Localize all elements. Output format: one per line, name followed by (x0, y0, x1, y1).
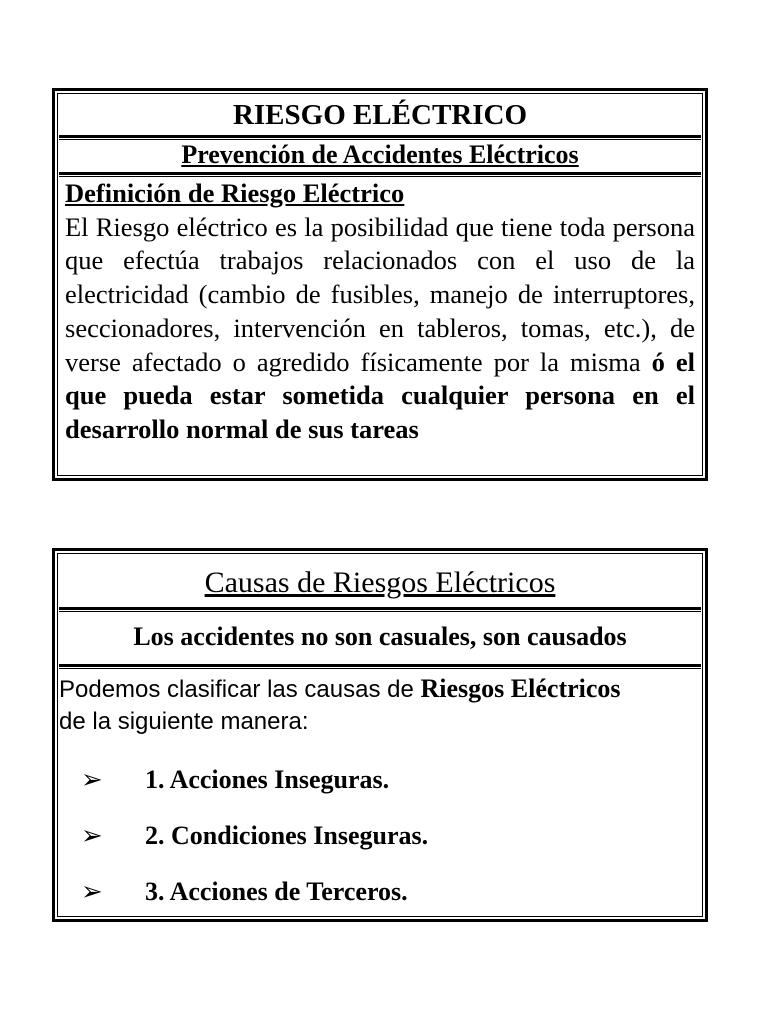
causes-intro (55, 667, 705, 738)
page-title: RIESGO ELÉCTRICO (232, 99, 528, 131)
list-item (55, 864, 705, 920)
divider (59, 135, 701, 138)
list-item-text: 3. Acciones de Terceros. (145, 877, 408, 906)
divider (59, 664, 701, 667)
intro-bold-text: Riesgos Eléctricos (420, 674, 621, 703)
list-item-text: 1. Acciones Inseguras. (145, 765, 390, 794)
arrowhead-bullet-icon: ➢ (81, 877, 103, 907)
divider (59, 607, 701, 610)
section-subtitle: Prevención de Accidentes Eléctricos (181, 140, 579, 169)
definition-title: Definición de Riesgo Eléctrico (65, 178, 405, 208)
definition-text: El Riesgo eléctrico es la posibilidad que tiene toda persona que efectúa trabajos relacionados con el uso de la electricidad (cambio de fusibles, manejo de interruptores, seccionadores, intervención en tableros, tomas, etc.), de verse afectado o agredido físicamente por la misma (65, 211, 695, 377)
list-item-text: 2. Condiciones Inseguras. (145, 821, 429, 850)
riesgo-electrico-box (52, 88, 708, 481)
intro-after-text: de la siguiente manera: (59, 708, 309, 735)
definition-bold-text: ó el que pueda estar sometida cualquier persona en el desarrollo normal de sus tareas (65, 346, 696, 444)
divider (59, 172, 701, 175)
causes-list (55, 752, 705, 920)
causas-box (52, 548, 708, 922)
arrowhead-bullet-icon: ➢ (81, 765, 103, 795)
list-item (55, 808, 705, 864)
causes-subtitle: Los accidentes no son casuales, son causados (133, 622, 627, 651)
arrowhead-bullet-icon: ➢ (81, 821, 103, 851)
list-item (55, 752, 705, 808)
intro-text: Podemos clasificar las causas de (59, 676, 414, 703)
causes-title: Causas de Riesgos Eléctricos (204, 566, 556, 599)
definition-block (55, 175, 705, 447)
